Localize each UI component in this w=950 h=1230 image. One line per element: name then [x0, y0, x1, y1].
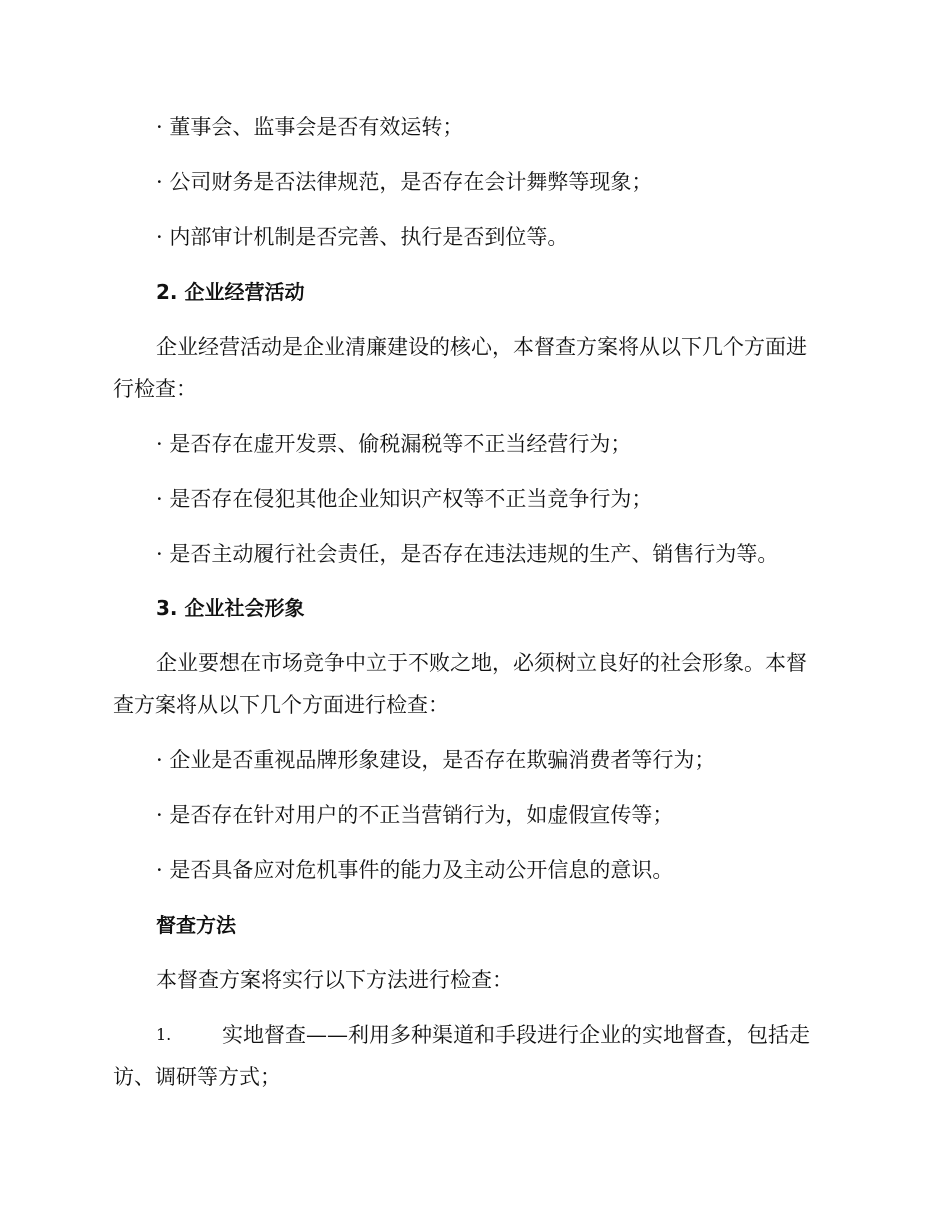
- paragraph-social-image-line1: 企业要想在市场竞争中立于不败之地，必须树立良好的社会形象。本督: [156, 651, 807, 675]
- list-item-onsite-line2: 访、调研等方式；: [113, 1065, 281, 1089]
- bullet-board-operation: · 董事会、监事会是否有效运转；: [156, 115, 464, 139]
- paragraph-business-intro-line2: 行检查：: [113, 377, 197, 401]
- heading-social-image: 3. 企业社会形象: [156, 596, 305, 620]
- bullet-social-responsibility: · 是否主动履行社会责任，是否存在违法违规的生产、销售行为等。: [156, 542, 779, 566]
- heading-inspection-methods: 督查方法: [156, 913, 236, 937]
- bullet-false-invoices: · 是否存在虚开发票、偷税漏税等不正当经营行为；: [156, 432, 632, 456]
- paragraph-social-image-line2: 查方案将从以下几个方面进行检查：: [113, 693, 449, 717]
- bullet-financial-compliance: · 公司财务是否法律规范，是否存在会计舞弊等现象；: [156, 170, 653, 194]
- paragraph-business-intro-line1: 企业经营活动是企业清廉建设的核心，本督查方案将从以下几个方面进: [156, 335, 807, 359]
- list-item-onsite-line1: 实地督查——利用多种渠道和手段进行企业的实地督查，包括走: [222, 1023, 810, 1047]
- bullet-improper-marketing: · 是否存在针对用户的不正当营销行为，如虚假宣传等；: [156, 803, 674, 827]
- paragraph-methods-intro: 本督查方案将实行以下方法进行检查：: [156, 968, 513, 992]
- bullet-internal-audit: · 内部审计机制是否完善、执行是否到位等。: [156, 225, 569, 249]
- bullet-ip-infringement: · 是否存在侵犯其他企业知识产权等不正当竞争行为；: [156, 487, 653, 511]
- list-item-number: 1.: [156, 1025, 172, 1044]
- bullet-crisis-response: · 是否具备应对危机事件的能力及主动公开信息的意识。: [156, 858, 674, 882]
- heading-business-activities: 2. 企业经营活动: [156, 280, 305, 304]
- bullet-brand-image: · 企业是否重视品牌形象建设，是否存在欺骗消费者等行为；: [156, 748, 716, 772]
